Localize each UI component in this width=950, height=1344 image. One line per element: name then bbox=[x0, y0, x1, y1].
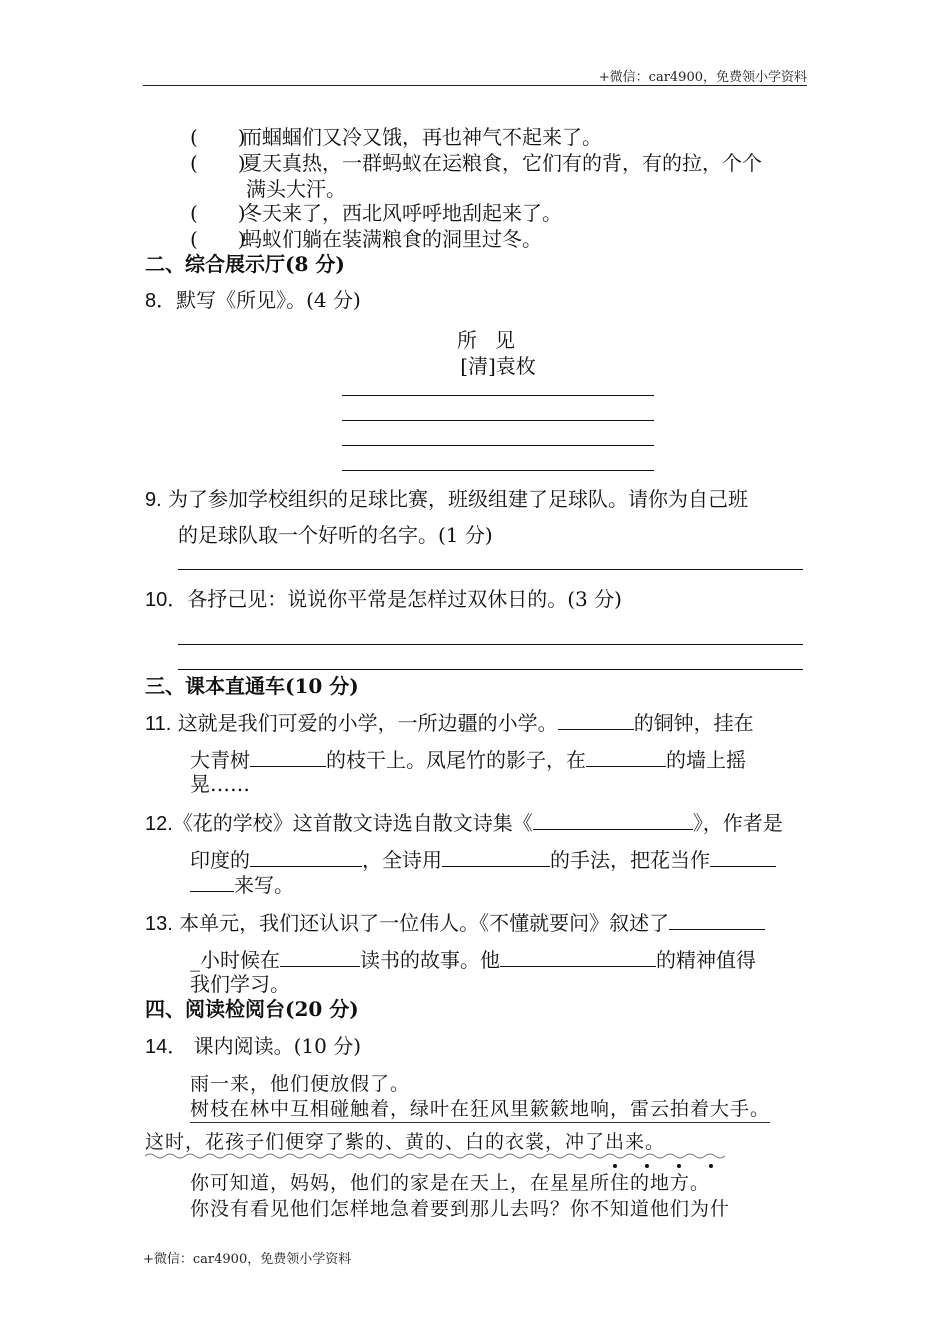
question-text: 各抒己见：说说你平常是怎样过双休日的。(3 分) bbox=[187, 587, 622, 611]
ordering-item bbox=[190, 124, 602, 150]
question-text: 来写。 bbox=[234, 873, 294, 897]
question-text: 《花的学校》这首散文诗选自散文诗集《 bbox=[172, 811, 533, 835]
question-text: ，全诗用 bbox=[362, 848, 442, 872]
header-divider bbox=[143, 85, 807, 86]
order-blank[interactable]: ( ) bbox=[190, 125, 246, 149]
ordering-item bbox=[190, 150, 762, 176]
question-9 bbox=[145, 486, 748, 513]
ordering-text: 冬天来了，西北风呼呼地刮起来了。 bbox=[242, 201, 562, 225]
fill-blank[interactable] bbox=[280, 946, 360, 967]
question-11-line-2 bbox=[190, 746, 746, 773]
question-text: _小时候在 bbox=[190, 948, 280, 972]
fill-blank[interactable] bbox=[250, 846, 362, 867]
ordering-item bbox=[190, 200, 562, 226]
question-number: 12. bbox=[145, 813, 173, 835]
passage-paragraph: 你可知道，妈妈，他们的家是在天上，在星星所住的地方。 bbox=[190, 1172, 711, 1194]
question-text: 的墙上摇 bbox=[666, 748, 746, 772]
question-text: 大青树 bbox=[190, 748, 250, 772]
answer-line[interactable] bbox=[178, 644, 803, 645]
question-12-line-2 bbox=[190, 846, 776, 873]
question-number: 8． bbox=[145, 290, 177, 312]
fill-blank[interactable] bbox=[442, 846, 550, 867]
passage-paragraph bbox=[190, 1096, 770, 1122]
question-number: 14． bbox=[145, 1036, 188, 1058]
question-text: 默写《所见》。(4 分) bbox=[176, 288, 361, 312]
fill-blank[interactable] bbox=[586, 746, 666, 767]
ordering-item bbox=[190, 226, 542, 252]
question-text: 印度的 bbox=[190, 848, 250, 872]
passage-paragraph-continuation: 这时，花孩子们便穿了紫的、黄的、白的衣裳，冲了出来。 bbox=[145, 1131, 666, 1153]
question-text: 本单元，我们还认识了一位伟人。《不懂就要问》叙述了 bbox=[179, 911, 670, 935]
poem-author: [清]袁枚 bbox=[460, 354, 536, 378]
question-8 bbox=[145, 287, 361, 314]
ordering-text: 夏天真热，一群蚂蚁在运粮食，它们有的背，有的拉，个个 bbox=[242, 151, 762, 175]
question-text: 的精神值得 bbox=[656, 948, 756, 972]
fill-blank[interactable] bbox=[533, 809, 693, 830]
ordering-text: 蚂蚁们躺在装满粮食的洞里过冬。 bbox=[242, 227, 542, 251]
fill-blank[interactable] bbox=[710, 846, 776, 867]
question-13-line-3: 我们学习。 bbox=[190, 972, 290, 996]
poem-answer-line[interactable] bbox=[342, 470, 654, 471]
passage-paragraph: 你没有看见他们怎样地急着要到那儿去吗？你不知道他们为什 bbox=[190, 1198, 731, 1220]
fill-blank[interactable] bbox=[190, 871, 234, 892]
question-9-continuation: 的足球队取一个好听的名字。(1 分) bbox=[178, 523, 493, 547]
order-blank[interactable]: ( ) bbox=[190, 227, 246, 251]
question-number: 10． bbox=[145, 589, 188, 611]
question-text: 的手法，把花当作 bbox=[550, 848, 710, 872]
fill-blank[interactable] bbox=[669, 909, 765, 930]
wavy-underline-and-emphasis-dots bbox=[145, 1152, 725, 1172]
section-heading: 二、综合展示厅(8 分) bbox=[145, 252, 345, 276]
question-12 bbox=[145, 809, 783, 837]
question-text: 课内阅读。(10 分) bbox=[193, 1034, 362, 1058]
question-12-line-3 bbox=[190, 871, 294, 898]
ordering-text-continuation: 满头大汗。 bbox=[246, 177, 346, 201]
question-text: 》，作者是 bbox=[692, 811, 783, 835]
question-text: 的铜钟，挂在 bbox=[633, 711, 754, 735]
question-text: 为了参加学校组织的足球比赛，班级组建了足球队。请你为自己班 bbox=[168, 487, 749, 511]
poem-answer-line[interactable] bbox=[342, 395, 654, 396]
section-heading: 三、课本直通车(10 分) bbox=[145, 674, 359, 698]
question-text: 的枝干上。凤尾竹的影子，在 bbox=[326, 748, 586, 772]
question-13-line-2 bbox=[190, 946, 756, 973]
answer-line[interactable] bbox=[178, 669, 803, 670]
fill-blank[interactable] bbox=[558, 709, 634, 730]
question-text: 这就是我们可爱的小学，一所边疆的小学。 bbox=[177, 711, 558, 735]
answer-line[interactable] bbox=[178, 569, 803, 570]
fill-blank[interactable] bbox=[250, 746, 326, 767]
order-blank[interactable]: ( ) bbox=[190, 151, 246, 175]
order-blank[interactable]: ( ) bbox=[190, 201, 246, 225]
passage-paragraph: 雨一来，他们便放假了。 bbox=[190, 1073, 411, 1095]
header-text: +微信：car4900，免费领小学资料 bbox=[598, 70, 807, 85]
question-number: 9. bbox=[145, 489, 162, 511]
question-13 bbox=[145, 909, 765, 937]
question-number: 13. bbox=[145, 913, 173, 935]
question-text: 读书的故事。他 bbox=[360, 948, 500, 972]
question-number: 11. bbox=[145, 713, 172, 735]
ordering-text: 而蝈蝈们又冷又饿，再也神气不起来了。 bbox=[242, 125, 602, 149]
footer-text: +微信：car4900，免费领小学资料 bbox=[143, 1252, 352, 1267]
underlined-sentence: 树枝在林中互相碰触着，绿叶在狂风里簌簌地响，雷云拍着大手。 bbox=[190, 1098, 770, 1123]
fill-blank[interactable] bbox=[500, 946, 656, 967]
poem-title: 所见 bbox=[457, 328, 533, 352]
poem-answer-line[interactable] bbox=[342, 420, 654, 421]
question-11-line-3: 晃…… bbox=[190, 772, 250, 796]
section-heading: 四、阅读检阅台(20 分) bbox=[145, 997, 359, 1021]
poem-answer-line[interactable] bbox=[342, 445, 654, 446]
question-10 bbox=[145, 586, 622, 613]
question-14 bbox=[145, 1033, 361, 1060]
question-11 bbox=[145, 709, 754, 737]
